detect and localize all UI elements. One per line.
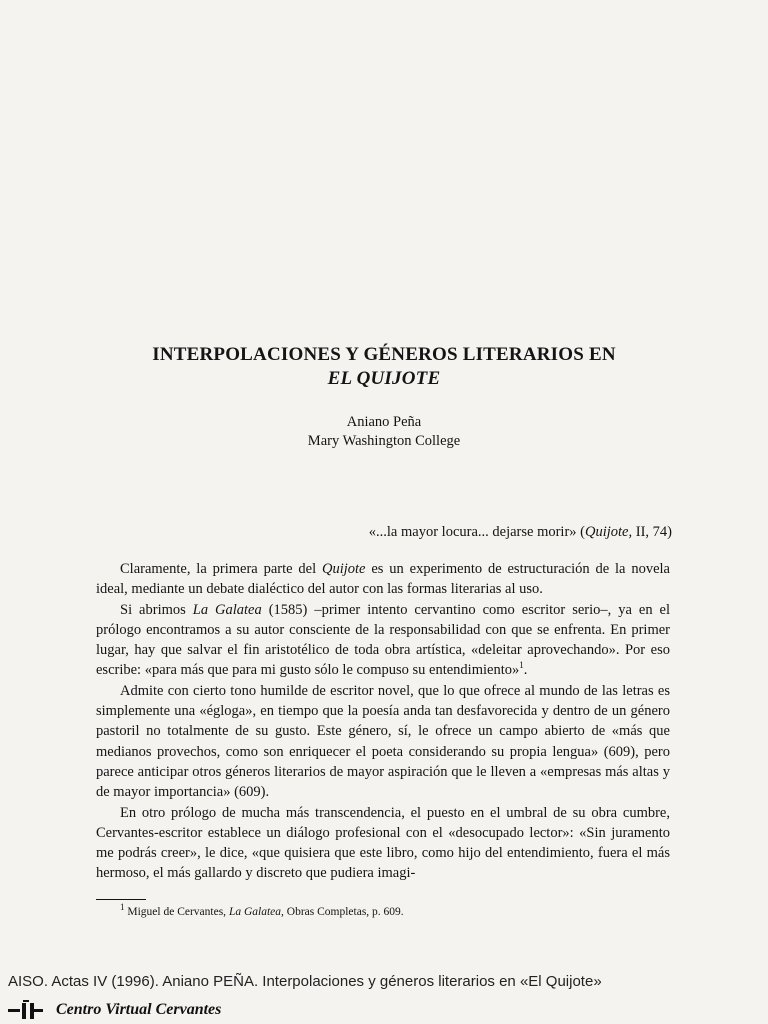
- epigraph-work: Quijote,: [585, 524, 633, 540]
- paragraph-1: [96, 559, 670, 600]
- footnote-divider: [96, 899, 146, 900]
- footnote: [120, 902, 404, 918]
- epigraph-quote: «...la mayor locura... dejarse morir» (: [368, 524, 585, 540]
- paper-title-line2: EL QUIJOTE: [327, 368, 441, 389]
- paragraph-2: [96, 600, 670, 681]
- cvc-logo-icon: [8, 1000, 48, 1020]
- paper-title-line1: INTERPOLACIONES Y GÉNEROS LITERARIOS EN: [152, 344, 616, 365]
- body-text: [96, 559, 670, 884]
- brand: [8, 998, 221, 1022]
- paragraph-text: (1585) –primer intento cervantino como escritor serio–, ya en el prólogo encontramos a su autor consciente de la responsabilidad con que se enfrenta. En primer lugar, hay que salvar el fin aristotélico de toda obra artística, «deleitar aprovechando». Por eso escribe: «para más que para mi gusto sólo le compuso su entendimiento»: [96, 601, 671, 679]
- author-institution: Mary Washington College: [307, 433, 461, 449]
- footnote-ref: 1: [519, 660, 524, 671]
- footnote-text: Miguel de Cervantes,: [124, 906, 229, 918]
- paragraph-3: Admite con cierto tono humilde de escritor novel, que lo que ofrece al mundo de las letras es simplemente una «égloga», en tiempo que la poesía anda tan desfavorecida y dentro de un género pastoril no totalmente de su gusto. Este género, sí, le ofrece un campo abierto de «más que medianos provechos, como son enriquecer el poeta considerando su propia lengua» (609), pero parece anticipar otros géneros literarios de mayor aspiración que le lleven a «empresas más altas y de mayor importancia» (609).: [96, 682, 670, 801]
- epigraph: [369, 524, 672, 541]
- paragraph-text: .: [523, 662, 528, 679]
- footnote-mark: 1: [120, 902, 125, 913]
- footnote-work: La Galatea,: [228, 906, 284, 918]
- source-citation: AISO. Actas IV (1996). Aniano PEÑA. Interpolaciones y géneros literarios en «El Quijote»: [8, 973, 602, 990]
- paragraph-text: Claramente, la primera parte del: [120, 561, 322, 577]
- work-title: Quijote: [321, 561, 366, 577]
- brand-name: Centro Virtual Cervantes: [56, 1001, 222, 1018]
- author-name: Aniano Peña: [346, 414, 422, 430]
- footnote-text: Obras Completas, p. 609.: [283, 906, 404, 918]
- paragraph-4: En otro prólogo de mucha más transcendencia, el puesto en el umbral de su obra cumbre, Cervantes-escritor establece un diálogo profesional con el «desocupado lector»: «Sin juramento me podrás creer», le dice, «que quisiera que este libro, como hijo del entendimiento, fuera el más hermoso, el más gallardo y discreto que pudiera imagi-: [96, 804, 670, 882]
- work-title: La Galatea: [192, 601, 262, 618]
- paragraph-text: es un experimento de estructuración de la novela ideal, mediante un debate dialéctico del autor con las formas literarias al uso.: [96, 561, 670, 598]
- paragraph-text: Si abrimos: [120, 601, 193, 618]
- epigraph-ref: II, 74): [632, 524, 672, 540]
